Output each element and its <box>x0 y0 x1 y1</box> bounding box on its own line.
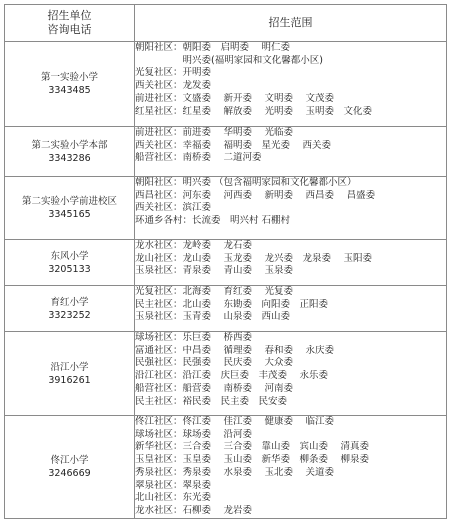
area-line: 沿江社区：沿江委 庆巨委 丰茂委 永乐委 <box>135 370 329 382</box>
area-line: 船营社区：船营委 南桥委 河南委 <box>135 382 294 394</box>
school-name: 东风小学 <box>50 250 89 262</box>
school-cell <box>5 240 135 286</box>
area-line: 龙水社区：龙岭委 龙石委 <box>135 240 253 251</box>
area-line: 新华社区：三合委 三合委 靠山委 宾山委 清真委 <box>135 441 370 453</box>
area-line: 前进社区：前进委 华明委 光临委 <box>135 127 294 138</box>
table-header-row <box>5 5 447 42</box>
header-school-cell <box>5 5 135 42</box>
table-row <box>5 240 447 286</box>
area-cell <box>135 127 447 177</box>
header-area-label: 招生范围 <box>135 5 447 42</box>
area-line: 朝阳社区：明兴委 （包含福明家园和文化馨都小区） <box>135 177 357 188</box>
school-phone: 3246669 <box>48 467 91 479</box>
header-phone-label: 咨询电话 <box>47 23 92 36</box>
area-cell <box>135 240 447 286</box>
area-line: 船营社区：南桥委 二道河委 <box>135 152 262 164</box>
enrollment-table <box>4 4 447 519</box>
area-line: 西关社区：滨江委 <box>135 202 212 214</box>
school-phone: 3343485 <box>48 85 91 96</box>
area-line: 佟江社区：佟江委 佳江委 健康委 临江委 <box>135 416 335 427</box>
school-cell <box>5 127 135 177</box>
area-line: 西关社区：幸福委 福明委 星光委 西关委 <box>135 139 332 151</box>
area-cell <box>135 177 447 240</box>
table-row <box>5 177 447 240</box>
school-cell <box>5 42 135 127</box>
area-line: 前进社区：文盛委 新开委 文明委 文茂委 <box>135 92 335 104</box>
area-line: 球场社区：球场委 沿河委 <box>135 428 253 440</box>
table-row <box>5 416 447 519</box>
header-school-label: 招生单位 <box>47 9 92 22</box>
school-phone: 3916261 <box>48 374 91 386</box>
school-name: 第二实验小学前进校区 <box>21 196 117 207</box>
area-cell <box>135 416 447 519</box>
area-line: 民主社区：北山委 东勘委 向阳委 正阳委 <box>135 298 329 310</box>
school-name: 第一实验小学 <box>40 72 98 83</box>
table-row <box>5 42 447 127</box>
school-cell <box>5 177 135 240</box>
area-line: 龙山社区：龙山委 玉龙委 龙兴委 龙泉委 玉阳委 <box>135 252 373 264</box>
area-line: 龙水社区：石柳委 龙岩委 <box>135 504 253 516</box>
area-line: 民主社区：裕民委 民主委 民安委 <box>135 395 288 407</box>
area-line: 西昌社区：河东委 河西委 新明委 西昌委 昌盛委 <box>135 189 376 201</box>
school-phone: 3345165 <box>48 209 91 220</box>
school-phone: 3343286 <box>48 152 91 164</box>
area-line: 玉泉社区：青泉委 青山委 玉泉委 <box>135 265 294 277</box>
area-line: 秀泉社区：秀泉委 水泉委 玉北委 关道委 <box>135 466 335 478</box>
school-phone: 3323252 <box>48 309 91 321</box>
area-cell <box>135 286 447 332</box>
area-line: 翠泉社区：翠泉委 <box>135 479 212 491</box>
area-line: 富通社区：中昌委 循理委 春和委 永庆委 <box>135 344 335 356</box>
school-name: 第二实验小学本部 <box>31 139 108 151</box>
area-line: 玉皇社区：玉皇委 玉山委 新华委 柳条委 柳泉委 <box>135 454 370 466</box>
school-name: 育红小学 <box>50 296 89 308</box>
area-cell <box>135 42 447 127</box>
area-line: 光复社区：北海委 育红委 光复委 <box>135 286 294 297</box>
area-line: 明兴委(福明家园和文化馨都小区) <box>135 54 323 66</box>
area-line: 西关社区：龙发委 <box>135 80 212 92</box>
school-cell <box>5 332 135 416</box>
area-line: 球场社区：乐巨委 桥西委 <box>135 332 253 343</box>
school-phone: 3205133 <box>48 263 91 275</box>
area-line: 北山社区：东光委 <box>135 492 212 504</box>
table-row <box>5 127 447 177</box>
area-line: 玉泉社区：玉青委 山泉委 西山委 <box>135 311 291 323</box>
school-name: 佟江小学 <box>50 454 89 466</box>
table-row <box>5 332 447 416</box>
school-cell <box>5 286 135 332</box>
area-line: 朝阳社区：朝阳委 启明委 明仁委 <box>135 42 291 53</box>
table-row <box>5 286 447 332</box>
area-line: 光复社区：开明委 <box>135 67 212 79</box>
area-line: 红星社区：红星委 解放委 光明委 玉明委 文化委 <box>135 105 373 117</box>
area-line: 民强社区：民强委 民庆委 大众委 <box>135 357 294 369</box>
area-line: 环通乡各村：长流委 明兴村 石棚村 <box>135 215 291 227</box>
school-name: 沿江小学 <box>50 361 89 373</box>
area-cell <box>135 332 447 416</box>
school-cell <box>5 416 135 519</box>
